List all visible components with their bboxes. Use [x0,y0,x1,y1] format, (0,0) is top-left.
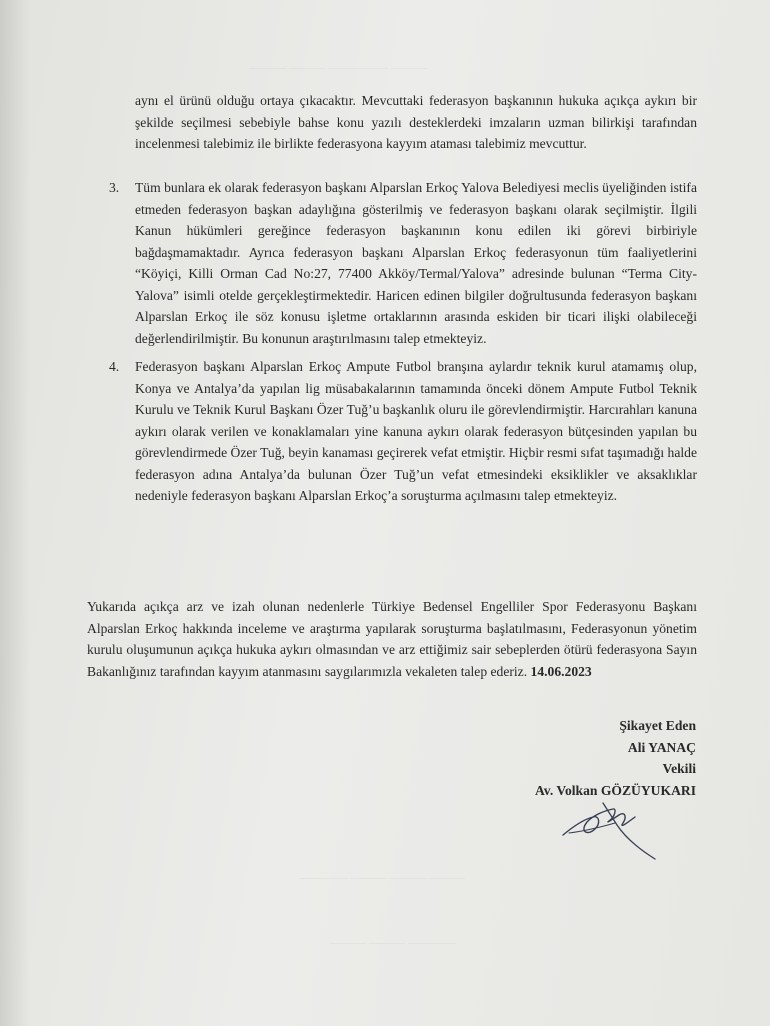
bleed-through-text: ——— ——— ————— ——— [250,60,427,74]
list-item-text: Federasyon başkanı Alparslan Erkoç Ampute Futbol branşına aylardır teknik kurul atamamış olup, Konya ve Antalya’da yapılan lig müsabakalarının tamamında önceki dönem Ampute Futbol Teknik Kurulu ve Teknik Kurul Başkanı Özer Tuğ’u başkanlık oluru ile görevlendirmiştir. Harcırahları kanuna aykırı olarak verilen ve konaklamaları yine kanuna aykırı olarak federasyon bütçesinden yapılan bu görevlendirmede Özer Tuğ, beyin kanaması geçirerek vefat etmiştir. Hiçbir resmi sıfat taşımadığı halde federasyon adına Antalya’da bulunan Özer Tuğ’un vefat etmesindeki eksiklikler ve aksaklıklar nedeniyle federasyon başkanı Alparslan Erkoç’a soruşturma açılmasını talep etmekteyiz. [135,359,697,503]
attorney-label: Vekili [662,761,696,777]
list-item [109,177,697,349]
closing-paragraph [87,596,697,682]
list-item-number: 4. [109,359,120,374]
signature-block [535,715,696,801]
list-item [109,356,697,507]
page-shadow [0,0,30,1026]
attorney-name: Av. Volkan GÖZÜYUKARI [534,782,696,798]
carryover-paragraph: aynı el ürünü olduğu ortaya çıkacaktır. Mevcuttaki federasyon başkanının hukuka açıkça aykırı bir şekilde seçilmesi sebebiyle bahse konu yazılı desteklerdeki imzaların uzman bilirkişi tarafından incelenmesi talebimiz ile birlikte federasyona kayyım ataması talebimiz mevcuttur. [135,93,697,151]
closing-date: 14.06.2023 [530,663,592,679]
list-item-number: 3. [109,180,120,195]
complainant-label: Şikayet Eden [619,718,696,733]
bleed-through-text: ——— ——— ———— [330,935,456,949]
closing-text: Yukarıda açıkça arz ve izah olunan nedenlerle Türkiye Bedensel Engelliler Spor Federasyonu Başkanı Alparslan Erkoç hakkında inceleme ve araştırma yapılarak soruşturma başlatılmasını, Federasyonun yönetim kurulu oluşumunun açıkça hukuka aykırı olmasından ve arz ettiğimiz sair sebeplerden ötürü federasyona Sayın Bakanlığınız tarafından kayyım atanmasını saygılarımızla vekaleten talep ederiz. [87,599,697,679]
bleed-through-text: ———— ——— ——— ——— [300,870,465,884]
complainant-name: Ali YANAÇ [627,739,696,755]
numbered-list [109,177,697,514]
handwritten-signature [555,795,675,865]
list-item-text: Tüm bunlara ek olarak federasyon başkanı Alparslan Erkoç Yalova Belediyesi meclis üyeliğinden istifa etmeden federasyon başkan adaylığına gösterilmiş ve federasyon başkanı olarak seçilmiştir. İlgili Kanun hükümleri gereğince federasyon başkanının konu edilen iki görevi birbiriyle bağdaşmamaktadır. Ayrıca federasyon başkanı Alparslan Erkoç federasyonun tüm faaliyetlerini “Köyiçi, Killi Orman Cad No:27, 77400 Akköy/Termal/Yalova” adresinde bulunan “Terma City- Yalova” isimli otelde gerçekleştirmektedir. Haricen edinen bilgiler doğrultusunda federasyon başkanı Alparslan Erkoç ile söz konusu işletme ortaklarının arasında eskiden bir ticari ilişki olabileceği değerlendirilmiştir. Bu konunun araştırılmasını talep etmekteyiz. [135,180,697,346]
